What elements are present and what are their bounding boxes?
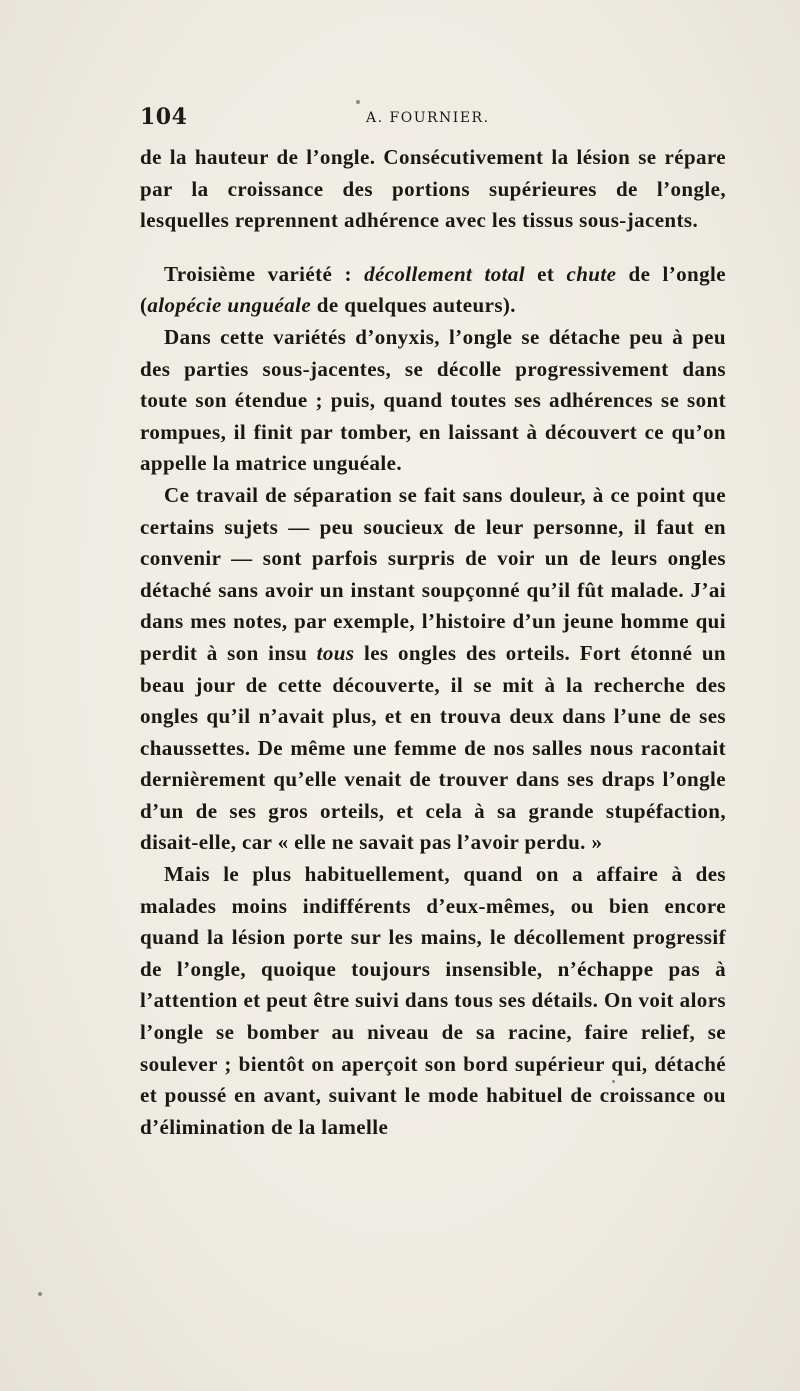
body-text xyxy=(140,142,726,1143)
paper-speck xyxy=(38,1292,42,1296)
paragraph-5 xyxy=(140,859,726,1143)
paragraph-2-text: de quelques auteurs). xyxy=(311,293,516,318)
running-head: A. FOURNIER. xyxy=(366,110,490,126)
paragraph-1 xyxy=(140,142,726,237)
paragraph-4-text: les ongles des orteils. Fort étonné un beau jour de cette découverte, il se mit à la recherche des ongles qu’il n’avait plus, et en trouva deux dans l’une de ses chaussettes. De même une femme de nos salles nous racontait dernièrement qu’elle venait de trouver dans ses draps l’ongle d’un de ses gros orteils, et cela à sa grande stupéfaction, disait-elle, car « elle ne savait pas l’avoir perdu. » xyxy=(140,640,726,855)
page-number: 104 xyxy=(140,104,188,130)
section-gap xyxy=(140,237,726,259)
paragraph-2-text: et xyxy=(524,261,567,286)
paragraph-2-italic-term: chute xyxy=(566,261,617,286)
paragraph-2-italic-term: décollement total xyxy=(364,261,525,286)
paper-speck xyxy=(356,100,360,104)
paragraph-4 xyxy=(140,480,726,859)
paragraph-1-text: de la hauteur de l’ongle. Consécutivement la lésion se répare par la croissance des portions supérieures de l’ongle, lesquelles reprennent adhérence avec les tissus sous-jacents. xyxy=(140,145,726,233)
paragraph-3-text: Dans cette variétés d’onyxis, l’ongle se détache peu à peu des parties sous-jacentes, se décolle progressivement dans toute son étendue ; puis, quand toutes ses adhérences se sont rompues, il finit par tomber, en laissant à découvert ce qu’on appelle la matrice unguéale. xyxy=(140,324,726,476)
paragraph-3 xyxy=(140,322,726,480)
paragraph-4-italic-term: tous xyxy=(316,640,355,665)
paragraph-4-text: Ce travail de séparation se fait sans douleur, à ce point que certains sujets — peu soucieux de leur personne, il faut en convenir — sont parfois surpris de voir un de leurs ongles détaché sans avoir un instant soupçonné qu’il fût malade. J’ai dans mes notes, par exemple, l’histoire d’un jeune homme qui perdit à son insu xyxy=(140,482,726,665)
paragraph-2 xyxy=(140,259,726,322)
paragraph-2-text: de l’ongle ( xyxy=(140,261,726,318)
paper-speck xyxy=(612,1080,615,1083)
page-header xyxy=(140,104,730,140)
paragraph-5-text: Mais le plus habituellement, quand on a affaire à des malades moins indifférents d’eux-mêmes, ou bien encore quand la lésion porte sur les mains, le décollement progressif de l’ongle, quoique toujours insensible, n’échappe pas à l’attention et peut être suivi dans tous ses détails. On voit alors l’ongle se bomber au niveau de sa racine, faire relief, se soulever ; bientôt on aperçoit son bord supérieur qui, détaché et poussé en avant, suivant le mode habituel de croissance ou d’élimination de la lamelle xyxy=(140,862,726,1139)
paragraph-2-italic-term: alopécie unguéale xyxy=(147,293,312,318)
paragraph-2-text: Troisième variété : xyxy=(164,261,365,286)
